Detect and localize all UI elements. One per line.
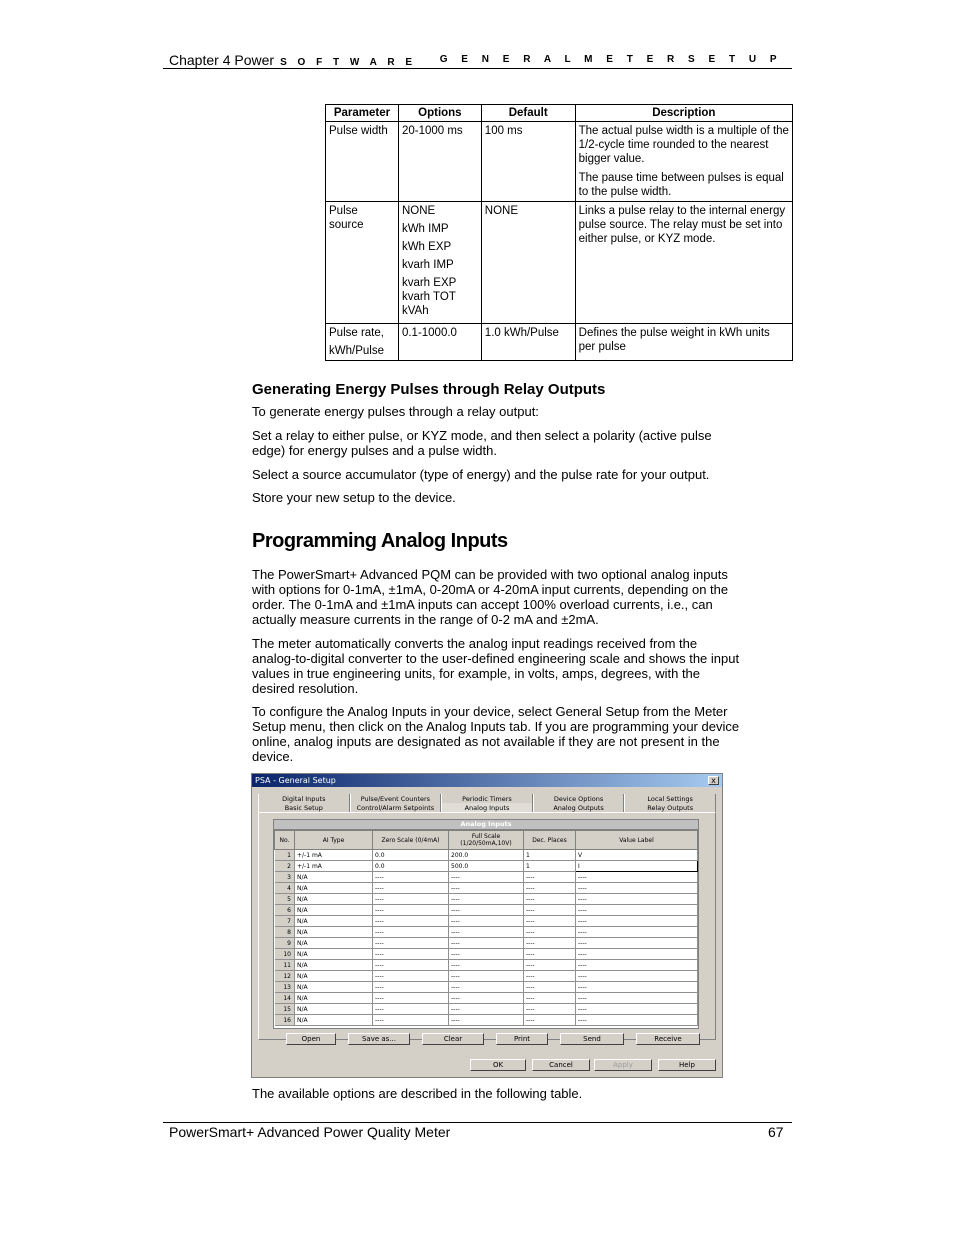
cell-ai-type[interactable]: +/-1 mA <box>295 861 373 872</box>
cell-default: 100 ms <box>481 122 575 202</box>
cell-dec-places[interactable]: 1 <box>524 850 576 861</box>
table-row <box>275 938 698 949</box>
help-button[interactable]: Help <box>658 1059 716 1071</box>
open-button[interactable]: Open <box>286 1033 336 1045</box>
cell-value-label[interactable]: ---- <box>576 960 698 971</box>
table-row <box>275 1004 698 1015</box>
cell-value-label[interactable]: ---- <box>576 938 698 949</box>
col-header-description: Description <box>575 105 792 122</box>
option-item: 20-1000 ms <box>401 125 463 137</box>
cell-value-label[interactable]: I <box>576 861 698 872</box>
section-heading-energy-pulses: Generating Energy Pulses through Relay Outputs <box>252 381 606 398</box>
cell-value-label[interactable]: V <box>576 850 698 861</box>
tab-control-alarm-setpoints[interactable]: Control/Alarm Setpoints <box>350 803 442 813</box>
table-row <box>275 927 698 938</box>
tab-basic-setup[interactable]: Basic Setup <box>258 803 350 813</box>
dialog-title-bar <box>252 774 722 787</box>
parameter-table <box>325 104 793 361</box>
cell-full-scale[interactable]: ---- <box>449 949 524 960</box>
cell-no: 15 <box>275 1004 295 1015</box>
cell-zero-scale[interactable]: ---- <box>373 971 449 982</box>
apply-button[interactable]: Apply <box>594 1059 652 1071</box>
cell-zero-scale[interactable]: ---- <box>373 982 449 993</box>
analog-inputs-table <box>274 830 698 1026</box>
cell-value-label[interactable]: ---- <box>576 883 698 894</box>
body-paragraph: To configure the Analog Inputs in your device, select General Setup from the Meter Setup menu, then click on the Analog Inputs tab. If you are programming your device online, analog inputs are designated as not available if they are not present in the device. <box>252 704 740 764</box>
cell-dec-places[interactable]: ---- <box>524 905 576 916</box>
cell-no: 10 <box>275 949 295 960</box>
cell-value-label[interactable]: ---- <box>576 949 698 960</box>
table-row <box>275 982 698 993</box>
option-item: kvarh EXP <box>401 277 457 289</box>
cell-zero-scale[interactable]: ---- <box>373 872 449 883</box>
cell-ai-type[interactable]: N/A <box>295 894 373 905</box>
ok-button[interactable]: OK <box>470 1059 526 1071</box>
cell-value-label[interactable]: ---- <box>576 872 698 883</box>
cell-full-scale[interactable]: 200.0 <box>449 850 524 861</box>
cell-ai-type[interactable]: N/A <box>295 872 373 883</box>
table-row <box>275 850 698 861</box>
cell-dec-places[interactable]: ---- <box>524 916 576 927</box>
tab-digital-inputs[interactable]: Digital Inputs <box>258 794 350 804</box>
description-paragraph: Links a pulse relay to the internal energy pulse source. The relay must be set into either pulse, or KYZ mode. <box>578 205 786 245</box>
cell-dec-places[interactable]: ---- <box>524 1004 576 1015</box>
cell-parameter: Pulse width <box>326 122 399 202</box>
cell-zero-scale[interactable]: 0.0 <box>373 861 449 872</box>
tab-periodic-timers[interactable]: Periodic Timers <box>441 794 533 804</box>
footer-rule <box>163 1122 792 1123</box>
cell-options <box>398 202 481 324</box>
cell-full-scale[interactable]: ---- <box>449 1004 524 1015</box>
cell-no: 7 <box>275 916 295 927</box>
body-paragraph: The PowerSmart+ Advanced PQM can be provided with two optional analog inputs with options for 0-1mA, ±1mA, 0-20mA or 4-20mA input currents, depending on the order. The 0-1mA and ±1mA inputs can accept 100% overload currents, i.e., can actually measure currents in the range of 0-2 mA and ±2mA. <box>252 567 729 627</box>
option-item: kWh EXP <box>401 241 452 253</box>
cell-dec-places[interactable]: ---- <box>524 949 576 960</box>
cell-value-label[interactable]: ---- <box>576 1004 698 1015</box>
option-item: kVAh <box>401 305 429 317</box>
send-button[interactable]: Send <box>560 1033 624 1045</box>
col-header-parameter: Parameter <box>326 105 399 122</box>
parameter-line: Pulse rate, <box>329 327 384 339</box>
table-row <box>275 1015 698 1026</box>
analog-inputs-grid <box>273 819 699 1029</box>
cell-ai-type[interactable]: N/A <box>295 905 373 916</box>
cell-full-scale[interactable]: ---- <box>449 938 524 949</box>
receive-button[interactable]: Receive <box>636 1033 700 1045</box>
cell-full-scale[interactable]: ---- <box>449 971 524 982</box>
cell-dec-places[interactable]: ---- <box>524 883 576 894</box>
dialog-title: PSA - General Setup <box>255 776 336 785</box>
tab-relay-outputs[interactable]: Relay Outputs <box>624 803 716 813</box>
cell-full-scale[interactable]: 500.0 <box>449 861 524 872</box>
col-header-options: Options <box>398 105 481 122</box>
description-paragraph: The actual pulse width is a multiple of the 1/2-cycle time rounded to the nearest bigger value. <box>578 125 789 165</box>
option-item: kWh IMP <box>401 223 449 235</box>
cell-no: 1 <box>275 850 295 861</box>
cell-dec-places[interactable]: ---- <box>524 1015 576 1026</box>
cell-value-label[interactable]: ---- <box>576 905 698 916</box>
cell-no: 12 <box>275 971 295 982</box>
table-row <box>275 894 698 905</box>
running-header-section: G E N E R A L M E T E R S E T U P <box>439 54 782 65</box>
cell-value-label[interactable]: ---- <box>576 982 698 993</box>
tab-local-settings[interactable]: Local Settings <box>624 794 716 804</box>
table-row <box>326 324 793 361</box>
cell-ai-type[interactable]: N/A <box>295 1015 373 1026</box>
tab-analog-inputs[interactable]: Analog Inputs <box>441 803 533 813</box>
table-header-row <box>326 105 793 122</box>
grid-body <box>275 850 698 1026</box>
table-row <box>275 971 698 982</box>
description-paragraph: The pause time between pulses is equal to the pulse width. <box>578 172 784 198</box>
col-header-dec-places: Dec. Places <box>524 831 576 850</box>
cell-ai-type[interactable]: N/A <box>295 949 373 960</box>
cell-ai-type[interactable]: +/-1 mA <box>295 850 373 861</box>
table-row <box>275 883 698 894</box>
footer-title: PowerSmart+ Advanced Power Quality Meter <box>169 1124 451 1140</box>
body-paragraph: To generate energy pulses through a relay output: <box>252 404 539 419</box>
print-button[interactable]: Print <box>496 1033 548 1045</box>
cell-zero-scale[interactable]: ---- <box>373 905 449 916</box>
body-paragraph: Select a source accumulator (type of energy) and the pulse rate for your output. <box>252 467 710 482</box>
cell-no: 14 <box>275 993 295 1004</box>
cell-full-scale[interactable]: ---- <box>449 916 524 927</box>
cell-value-label[interactable]: ---- <box>576 1015 698 1026</box>
software-label: S O F T W A R E <box>280 57 416 68</box>
body-paragraph: Set a relay to either pulse, or KYZ mode, and then select a polarity (active pulse edge) for energy pulses and a pulse width. <box>252 428 712 458</box>
table-row <box>275 949 698 960</box>
cell-no: 11 <box>275 960 295 971</box>
tab-device-options[interactable]: Device Options <box>533 794 625 804</box>
figure-caption: The available options are described in the following table. <box>252 1086 583 1101</box>
col-header-no: No. <box>275 831 295 850</box>
cancel-button[interactable]: Cancel <box>532 1059 590 1071</box>
cell-zero-scale[interactable]: ---- <box>373 883 449 894</box>
cell-zero-scale[interactable]: ---- <box>373 949 449 960</box>
option-item: kvarh TOT <box>401 291 456 303</box>
cell-options <box>398 324 481 361</box>
description-paragraph: Defines the pulse weight in kWh units per pulse <box>578 327 770 353</box>
cell-description <box>575 202 792 324</box>
cell-value-label[interactable]: ---- <box>576 971 698 982</box>
header-rule <box>163 68 792 69</box>
cell-value-label[interactable]: ---- <box>576 927 698 938</box>
col-header-ai-type: AI Type <box>295 831 373 850</box>
cell-no: 16 <box>275 1015 295 1026</box>
col-header-full-scale: Full Scale (1/20/50mA,10V) <box>449 831 524 850</box>
cell-dec-places[interactable]: 1 <box>524 861 576 872</box>
cell-no: 6 <box>275 905 295 916</box>
cell-options <box>398 122 481 202</box>
body-paragraph: The meter automatically converts the analog input readings received from the analog-to-digital converter to the user-defined engineering scale and shows the input values in true engineering units, for example, in volts, amps, degrees, with the desired resolution. <box>252 636 740 696</box>
chapter-label: Chapter 4 Power <box>169 52 275 68</box>
cell-dec-places[interactable]: ---- <box>524 894 576 905</box>
save-as-button[interactable]: Save as... <box>348 1033 410 1045</box>
tab-analog-outputs[interactable]: Analog Outputs <box>533 803 625 813</box>
cell-zero-scale[interactable]: ---- <box>373 927 449 938</box>
body-paragraph: Store your new setup to the device. <box>252 490 456 505</box>
general-setup-dialog <box>251 773 723 1078</box>
cell-ai-type[interactable]: N/A <box>295 916 373 927</box>
cell-default: 1.0 kWh/Pulse <box>481 324 575 361</box>
cell-ai-type[interactable]: N/A <box>295 1004 373 1015</box>
option-item: 0.1-1000.0 <box>401 327 457 339</box>
cell-description <box>575 324 792 361</box>
cell-dec-places[interactable]: ---- <box>524 971 576 982</box>
option-item: NONE <box>401 205 436 217</box>
grid-header-row <box>275 831 698 850</box>
col-header-default: Default <box>481 105 575 122</box>
cell-zero-scale[interactable]: ---- <box>373 894 449 905</box>
cell-full-scale[interactable]: ---- <box>449 894 524 905</box>
cell-ai-type[interactable]: N/A <box>295 982 373 993</box>
cell-parameter: Pulse source <box>326 202 399 324</box>
cell-zero-scale[interactable]: 0.0 <box>373 850 449 861</box>
cell-no: 9 <box>275 938 295 949</box>
running-header-chapter <box>169 52 416 68</box>
cell-full-scale[interactable]: ---- <box>449 1015 524 1026</box>
cell-full-scale[interactable]: ---- <box>449 960 524 971</box>
clear-button[interactable]: Clear <box>422 1033 484 1045</box>
table-row <box>275 872 698 883</box>
cell-zero-scale[interactable]: ---- <box>373 960 449 971</box>
cell-ai-type[interactable]: N/A <box>295 993 373 1004</box>
cell-no: 5 <box>275 894 295 905</box>
cell-no: 13 <box>275 982 295 993</box>
table-row <box>275 861 698 872</box>
cell-ai-type[interactable]: N/A <box>295 927 373 938</box>
option-item: kvarh IMP <box>401 259 454 271</box>
cell-full-scale[interactable]: ---- <box>449 883 524 894</box>
cell-no: 2 <box>275 861 295 872</box>
grid-title: Analog Inputs <box>274 820 698 830</box>
table-row <box>326 122 793 202</box>
cell-ai-type[interactable]: N/A <box>295 960 373 971</box>
cell-full-scale[interactable]: ---- <box>449 872 524 883</box>
table-row <box>275 905 698 916</box>
cell-value-label[interactable]: ---- <box>576 916 698 927</box>
cell-full-scale[interactable]: ---- <box>449 927 524 938</box>
cell-dec-places[interactable]: ---- <box>524 938 576 949</box>
cell-dec-places[interactable]: ---- <box>524 960 576 971</box>
cell-default: NONE <box>481 202 575 324</box>
cell-full-scale[interactable]: ---- <box>449 993 524 1004</box>
cell-no: 8 <box>275 927 295 938</box>
table-row <box>275 960 698 971</box>
cell-description <box>575 122 792 202</box>
cell-dec-places[interactable]: ---- <box>524 982 576 993</box>
cell-dec-places[interactable]: ---- <box>524 993 576 1004</box>
cell-full-scale[interactable]: ---- <box>449 905 524 916</box>
cell-zero-scale[interactable]: ---- <box>373 1004 449 1015</box>
table-row <box>326 202 793 324</box>
cell-ai-type[interactable]: N/A <box>295 938 373 949</box>
cell-full-scale[interactable]: ---- <box>449 982 524 993</box>
cell-zero-scale[interactable]: ---- <box>373 938 449 949</box>
section-heading-analog-inputs: Programming Analog Inputs <box>252 530 508 552</box>
cell-zero-scale[interactable]: ---- <box>373 993 449 1004</box>
parameter-line: kWh/Pulse <box>329 345 384 357</box>
cell-zero-scale[interactable]: ---- <box>373 1015 449 1026</box>
cell-value-label[interactable]: ---- <box>576 894 698 905</box>
cell-value-label[interactable]: ---- <box>576 993 698 1004</box>
tab-pulse-event-counters[interactable]: Pulse/Event Counters <box>350 794 442 804</box>
col-header-zero-scale: Zero Scale (0/4mA) <box>373 831 449 850</box>
cell-parameter <box>326 324 399 361</box>
cell-dec-places[interactable]: ---- <box>524 927 576 938</box>
cell-zero-scale[interactable]: ---- <box>373 916 449 927</box>
cell-ai-type[interactable]: N/A <box>295 971 373 982</box>
cell-ai-type[interactable]: N/A <box>295 883 373 894</box>
close-icon[interactable]: x <box>708 776 719 785</box>
col-header-value-label: Value Label <box>576 831 698 850</box>
cell-dec-places[interactable]: ---- <box>524 872 576 883</box>
page-number: 67 <box>768 1124 784 1140</box>
table-row <box>275 916 698 927</box>
table-row <box>275 993 698 1004</box>
cell-no: 3 <box>275 872 295 883</box>
cell-no: 4 <box>275 883 295 894</box>
